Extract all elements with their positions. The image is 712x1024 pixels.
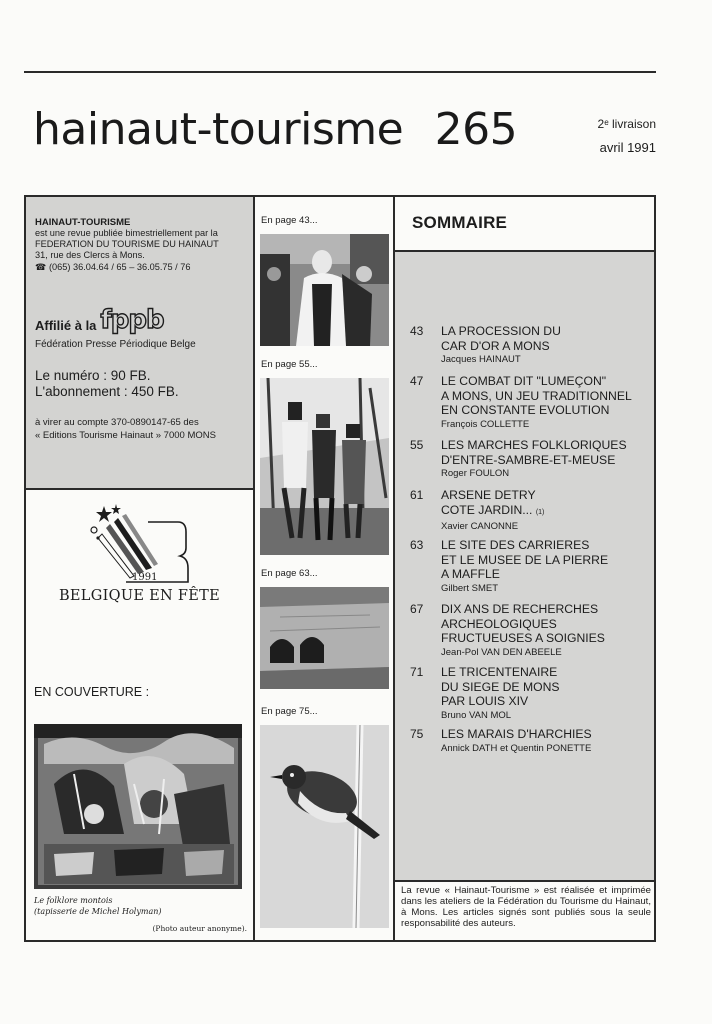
price-numero: Le numéro : 90 FB. [35, 368, 151, 383]
fppb-logo: fppb [100, 305, 164, 335]
toc-title [441, 727, 651, 755]
logo-year: 1991 [132, 572, 158, 583]
toc-page: 71 [410, 665, 424, 679]
toc-author: Gilbert SMET [441, 582, 499, 594]
toc-title [441, 665, 651, 722]
toc-page: 75 [410, 727, 424, 741]
carrieres-photo [260, 587, 389, 689]
top-rule [24, 71, 656, 73]
festival-logo-icon [86, 502, 196, 594]
org-desc-2: FEDERATION DU TOURISME DU HAINAUT [35, 239, 219, 249]
masthead-title: hainaut-tourisme [33, 104, 404, 155]
toc-page: 61 [410, 488, 424, 502]
toc-page: 55 [410, 438, 424, 452]
sommaire-column [393, 197, 654, 940]
photo-column [253, 197, 393, 940]
payment-line-2: « Editions Tourisme Hainaut » 7000 MONS [35, 430, 216, 441]
page-label-63: En page 63... [261, 568, 318, 579]
masthead [33, 104, 517, 155]
toc-title-line: ARSENE DETRY [441, 488, 536, 502]
org-address: 31, rue des Clercs à Mons. [35, 250, 145, 260]
page-label-75: En page 75... [261, 706, 318, 717]
toc-author: Roger FOULON [441, 468, 510, 479]
toc-author: Xavier CANONNE [441, 521, 519, 532]
price-abonnement: L'abonnement : 450 FB. [35, 384, 179, 399]
toc-title [441, 438, 651, 480]
toc-title-line: LE SITE DES CARRIERES [441, 538, 590, 552]
toc-title-text: COTE JARDIN... [441, 502, 533, 517]
toc-title [441, 602, 651, 659]
affiliation [35, 307, 245, 333]
delivery-label: 2ᵉ livraison [597, 117, 656, 131]
page-label-55: En page 55... [261, 359, 318, 370]
toc-author: Jean-Pol VAN DEN ABEELE [441, 646, 562, 658]
toc-author: François COLLETTE [441, 418, 530, 430]
toc-author: Annick DATH et Quentin PONETTE [441, 742, 592, 754]
toc-page: 43 [410, 324, 424, 338]
procession-photo [260, 234, 389, 346]
sommaire-list [395, 252, 654, 882]
photo-credit: (Photo auteur anonyme). [152, 924, 247, 933]
content-frame [24, 195, 656, 942]
belgique-en-fete-text: BELGIQUE EN FÊTE [58, 588, 221, 604]
marches-photo [260, 378, 389, 555]
toc-page: 67 [410, 602, 424, 616]
toc-title [441, 538, 651, 595]
toc-title [441, 374, 651, 431]
price-block [35, 368, 245, 400]
toc-title-line: ARCHEOLOGIQUES [441, 616, 557, 631]
page-label-43: En page 43... [261, 215, 318, 226]
payment-line-1: à virer au compte 370-0890147-65 des [35, 417, 199, 428]
toc-title-line: D'ENTRE-SAMBRE-ET-MEUSE [441, 452, 616, 467]
toc-title-line: LE TRICENTENAIRE [441, 665, 558, 679]
cover-tapestry-image [34, 724, 242, 889]
toc-title-line: EN CONSTANTE EVOLUTION [441, 403, 610, 417]
toc-title-line: A MAFFLE [441, 567, 500, 581]
affiliation-label: Affilié à la [35, 318, 97, 333]
toc-title-line: ET LE MUSEE DE LA PIERRE [441, 552, 609, 567]
toc-note: (1) [535, 508, 545, 516]
edition-info [598, 112, 656, 160]
toc-title-line: DU SIEGE DE MONS [441, 679, 560, 694]
cover-caption-line-1: Le folklore montois [34, 896, 113, 905]
publisher-info-box [26, 197, 253, 490]
toc-title-line: DIX ANS DE RECHERCHES [441, 602, 599, 616]
toc-author: Bruno VAN MOL [441, 709, 512, 721]
toc-title-line: LA PROCESSION DU [441, 324, 561, 338]
toc-author: Jacques HAINAUT [441, 354, 521, 365]
edition-date: avril 1991 [599, 140, 656, 155]
toc-title [441, 488, 651, 533]
toc-title-line: FRUCTUEUSES A SOIGNIES [441, 631, 605, 645]
toc-title [441, 324, 651, 366]
federation-name: Fédération Presse Périodique Belge [35, 339, 196, 350]
toc-title-line: PAR LOUIS XIV [441, 694, 529, 708]
cover-caption [34, 895, 162, 917]
toc-title-line: A MONS, UN JEU TRADITIONNEL [441, 388, 632, 403]
marais-bird-photo [260, 725, 389, 928]
left-column [26, 197, 253, 940]
sommaire-heading: SOMMAIRE [395, 197, 654, 252]
issue-number: 265 [434, 104, 518, 155]
cover-caption-line-2: (tapisserie de Michel Holyman) [34, 907, 162, 916]
publisher-footer-note: La revue « Hainaut-Tourisme » est réalisée et imprimée dans les ateliers de la Fédération du Tourisme du Hainaut, à Mons. Les articles signés sont publiés sous la seule responsabilité des auteurs. [401, 885, 651, 929]
toc-title-line: CAR D'OR A MONS [441, 338, 550, 353]
belgique-en-fete-logo [26, 492, 253, 692]
cover-label: EN COUVERTURE : [34, 685, 150, 699]
toc-title-line [441, 503, 651, 521]
toc-title-line: LE COMBAT DIT "LUMEÇON" [441, 374, 607, 388]
toc-page: 47 [410, 374, 424, 388]
toc-title-line: LES MARAIS D'HARCHIES [441, 727, 592, 741]
org-name: HAINAUT-TOURISME [35, 217, 131, 228]
org-desc-1: est une revue publiée bimestriellement par la [35, 228, 218, 238]
payment-info [35, 416, 245, 442]
toc-title-line: LES MARCHES FOLKLORIQUES [441, 438, 627, 452]
toc-page: 63 [410, 538, 424, 552]
org-phone: ☎ (065) 36.04.64 / 65 – 36.05.75 / 76 [35, 262, 191, 272]
